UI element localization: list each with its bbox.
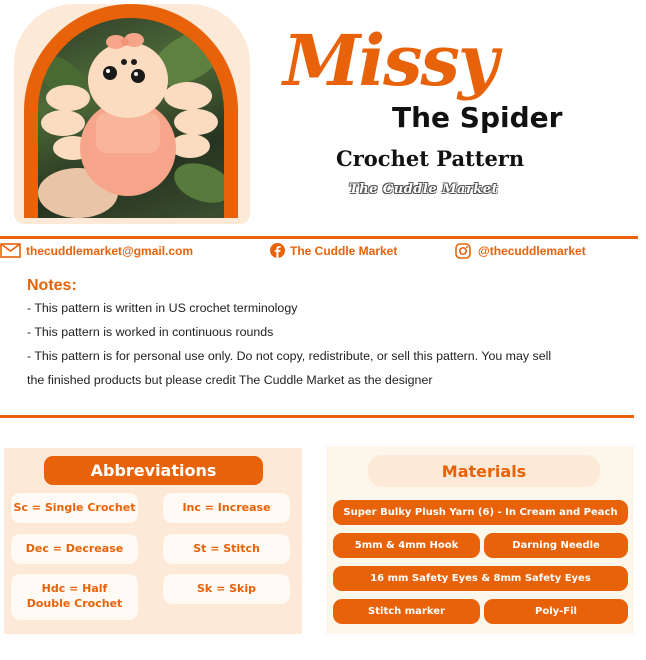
notes-title: Notes: (27, 277, 77, 294)
material-item: Poly-Fil (484, 599, 628, 624)
product-photo (38, 18, 224, 218)
abbreviation-item: St = Stitch (163, 534, 290, 564)
amigurumi-spider-illustration (38, 18, 224, 218)
note-line: - This pattern is written in US crochet terminology (27, 301, 298, 315)
note-line: the finished products but please credit The Cuddle Market as the designer (27, 373, 433, 387)
contact-facebook[interactable] (270, 243, 397, 258)
abbreviations-title: Abbreviations (44, 456, 263, 485)
material-item: Super Bulky Plush Yarn (6) - In Cream and Peach (333, 500, 628, 525)
note-line: - This pattern is for personal use only. Do not copy, redistribute, or sell this pattern. You may sell (27, 349, 552, 363)
pattern-title: Missy (283, 19, 497, 102)
material-item: 5mm & 4mm Hook (333, 533, 480, 558)
brand-name: The Cuddle Market (349, 182, 499, 197)
contact-email[interactable] (0, 243, 193, 258)
facebook-text: The Cuddle Market (290, 243, 398, 258)
email-icon (0, 243, 21, 258)
materials-title: Materials (368, 455, 600, 487)
abbreviation-item: Sc = Single Crochet (11, 493, 138, 523)
pattern-subtitle: The Spider (392, 101, 563, 134)
divider-top (0, 236, 638, 239)
contact-instagram[interactable] (455, 243, 586, 259)
material-item: Darning Needle (484, 533, 628, 558)
material-item: Stitch marker (333, 599, 480, 624)
note-line: - This pattern is worked in continuous rounds (27, 325, 274, 339)
email-text: thecuddlemarket@gmail.com (26, 243, 194, 258)
instagram-text: @thecuddlemarket (478, 244, 586, 258)
abbreviation-item: Hdc = Half Double Crochet (11, 574, 138, 620)
abbreviation-item: Sk = Skip (163, 574, 290, 604)
pattern-type: Crochet Pattern (336, 146, 525, 171)
abbreviation-item: Inc = Increase (163, 493, 290, 523)
instagram-icon (455, 243, 471, 259)
abbreviation-item: Dec = Decrease (11, 534, 138, 564)
material-item: 16 mm Safety Eyes & 8mm Safety Eyes (333, 566, 628, 591)
facebook-icon (270, 243, 285, 258)
divider-bottom (0, 415, 634, 418)
